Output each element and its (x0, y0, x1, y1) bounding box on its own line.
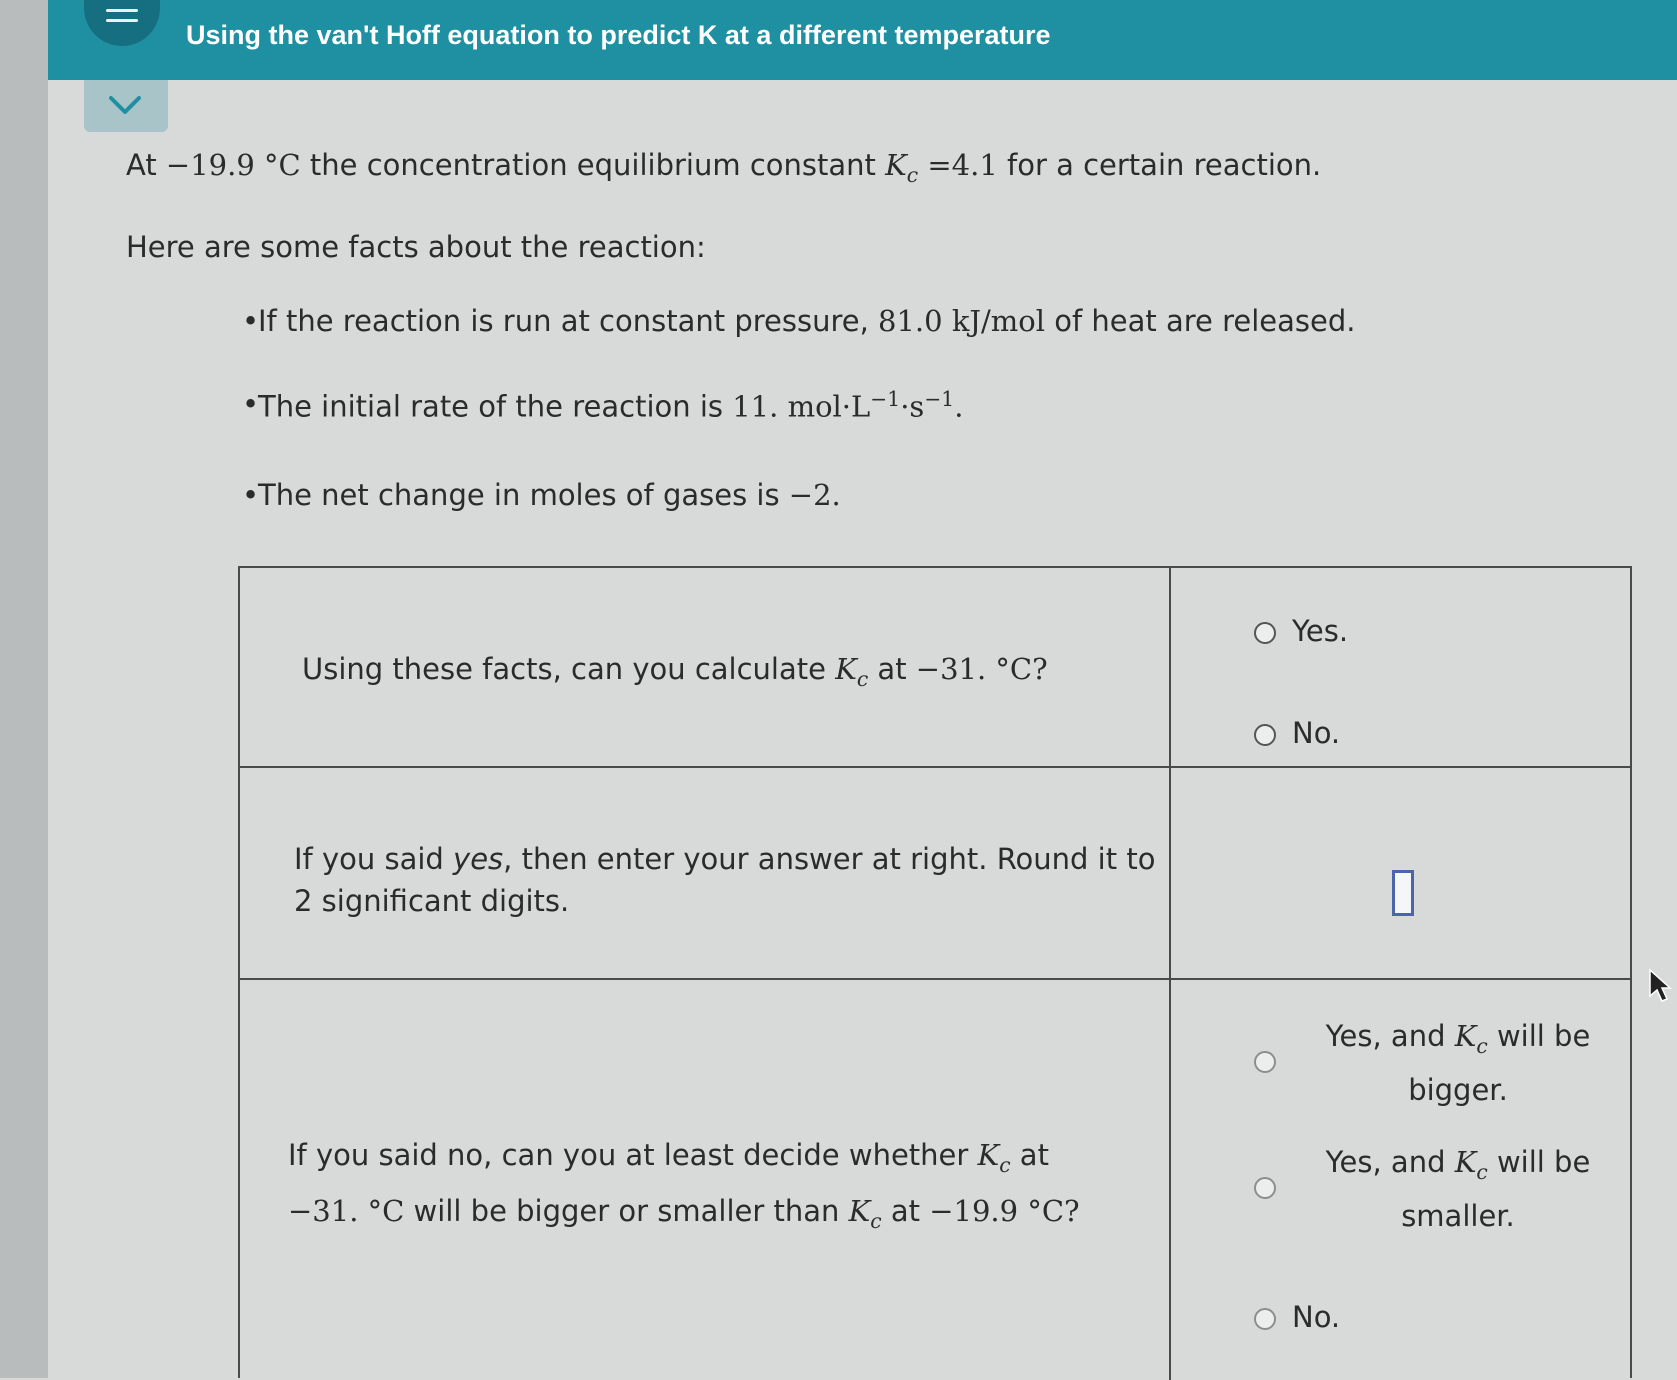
intro-text (126, 148, 1321, 187)
option-q3-bigger[interactable] (1308, 1010, 1608, 1117)
facts-lead: Here are some facts about the reaction: (126, 230, 706, 264)
collapse-button[interactable] (84, 80, 168, 132)
fact-rate-s: ·s (900, 389, 925, 424)
question-2 (294, 838, 1164, 922)
fact-rate-value: 11. mol·L (732, 389, 871, 424)
q3-c: will be bigger or smaller than (404, 1194, 849, 1229)
q3-temp1: −31. °C (288, 1194, 405, 1229)
q3-opt1-a: Yes, and (1325, 1019, 1455, 1053)
q3-opt1-b: will be (1487, 1019, 1591, 1053)
menu-button[interactable] (84, 0, 160, 46)
option-q1-no[interactable]: No. (1292, 716, 1341, 750)
q3-k: K (977, 1138, 1000, 1172)
q2-a: If you said (294, 842, 454, 876)
fact-heat-value: 81.0 kJ/mol (878, 304, 1046, 338)
intro-prefix: At (126, 148, 166, 182)
menu-icon-line (106, 19, 138, 22)
k-subscript: c (906, 162, 919, 187)
fact-heat (258, 304, 1356, 338)
option-q1-yes[interactable]: Yes. (1292, 614, 1349, 648)
fact-rate-exp2: −1 (924, 387, 955, 411)
q3-a: If you said no, can you at least decide whether (288, 1138, 978, 1172)
q2-b: , then enter your answer at right. Round it to 2 significant digits. (294, 842, 1156, 919)
fact-heat-a: If the reaction is run at constant pressure, (258, 304, 879, 338)
chevron-down-icon (108, 92, 142, 118)
q1-k-sub: c (856, 666, 869, 691)
question-table (238, 566, 1632, 1378)
radio-q3-bigger[interactable] (1254, 1051, 1276, 1073)
table-row-divider (240, 766, 1632, 768)
q3-opt2-a: Yes, and (1325, 1145, 1455, 1179)
option-q3-smaller[interactable] (1308, 1136, 1608, 1243)
q3-opt2-c: smaller. (1401, 1199, 1515, 1234)
q3-opt1-c: bigger. (1408, 1073, 1508, 1108)
fact-gases (258, 478, 841, 512)
intro-suffix: for a certain reaction. (997, 148, 1322, 182)
question-3 (288, 1128, 1158, 1241)
q3-opt1-sub: c (1476, 1033, 1488, 1058)
intro-middle: the concentration equilibrium constant (300, 148, 886, 182)
q3-opt2-k: K (1454, 1145, 1477, 1179)
q3-k-sub: c (999, 1152, 1011, 1177)
radio-q1-no[interactable] (1254, 724, 1276, 746)
fact-heat-c: of heat are released. (1045, 304, 1356, 338)
question-1 (302, 648, 1048, 694)
fact-rate (258, 387, 963, 424)
q1-temp: −31. °C? (915, 652, 1048, 686)
radio-q3-smaller[interactable] (1254, 1177, 1276, 1199)
page-title: Using the van't Hoff equation to predict K at a different temperature (186, 20, 1051, 50)
q3-opt1-k: K (1454, 1019, 1477, 1053)
fact-rate-exp1: −1 (870, 387, 901, 411)
q3-opt2-sub: c (1476, 1159, 1488, 1184)
q3-d: at (881, 1194, 930, 1229)
fact-gases-value: −2. (788, 478, 841, 512)
answer-input[interactable] (1392, 870, 1414, 916)
q3-temp2: −19.9 °C? (929, 1194, 1080, 1229)
k-symbol: K (885, 148, 907, 182)
k-value: =4.1 (918, 148, 998, 182)
q1-b: at (868, 652, 916, 686)
radio-q1-yes[interactable] (1254, 622, 1276, 644)
fact-gases-a: The net change in moles of gases is (258, 478, 789, 512)
q2-emphasis: yes (453, 842, 504, 876)
table-row-divider (240, 978, 1632, 980)
q1-a: Using these facts, can you calculate (302, 652, 836, 686)
q3-k2: K (848, 1194, 871, 1229)
q1-k: K (835, 652, 857, 686)
table-divider (1169, 568, 1171, 1380)
menu-icon-line (106, 9, 138, 12)
left-strip (0, 0, 48, 1378)
mouse-cursor-icon (1648, 968, 1672, 1004)
intro-temp: −19.9 °C (165, 148, 301, 182)
header-bar (48, 0, 1677, 80)
q3-opt2-b: will be (1487, 1145, 1591, 1179)
q3-b: at (1010, 1138, 1049, 1172)
fact-rate-period: . (954, 389, 964, 424)
option-q3-no[interactable]: No. (1292, 1300, 1341, 1334)
q3-k2-sub: c (870, 1209, 882, 1234)
fact-rate-a: The initial rate of the reaction is (258, 389, 733, 424)
radio-q3-no[interactable] (1254, 1308, 1276, 1330)
